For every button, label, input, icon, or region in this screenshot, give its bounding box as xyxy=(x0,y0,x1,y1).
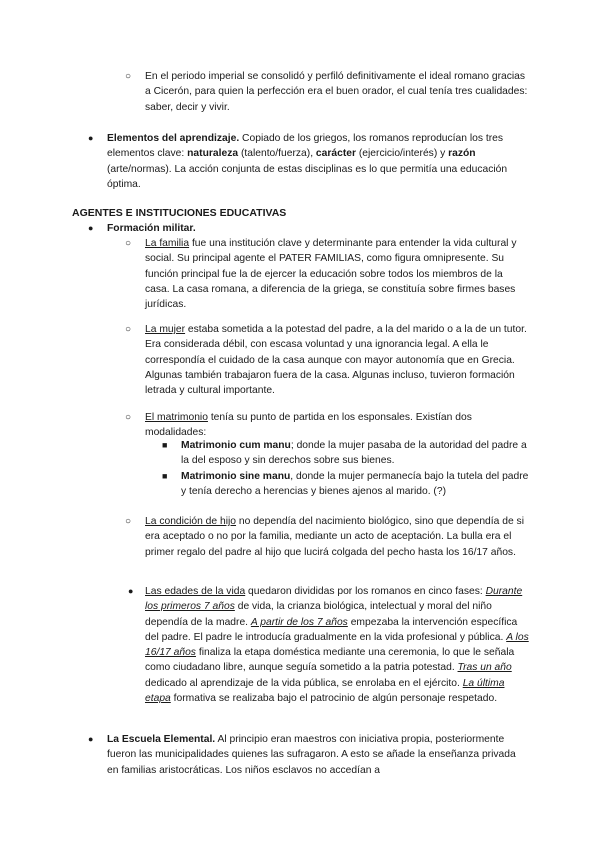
hijo-term: La condición de hijo xyxy=(145,516,237,527)
hollow-bullet-icon: ○ xyxy=(125,412,132,423)
edades-text-5: dedicado al aprendizaje de la vida pública, se enrolaba en el ejército. xyxy=(145,677,463,689)
section-heading: AGENTES E INSTITUCIONES EDUCATIVAS xyxy=(72,207,287,219)
edades-text-2: de vida, la crianza biológica, intelectual y moral del niño dependía de la madre. xyxy=(145,601,492,628)
hollow-bullet-icon: ○ xyxy=(125,71,132,82)
learning-elements-item xyxy=(88,131,528,192)
cum-manu-term: Matrimonio cum manu xyxy=(181,440,291,451)
cum-manu-text: ; donde la mujer pasaba de la autoridad del padre a la del esposo y sin derechos sobre sus bienes. xyxy=(181,440,527,467)
keyword-naturaleza: naturaleza xyxy=(187,148,239,160)
matrimonio-item xyxy=(125,410,530,441)
phase-2: A partir de los 7 años xyxy=(250,616,348,628)
imperial-period-text: En el periodo imperial se consolidó y perfiló definitivamente el ideal romano gracias a Cicerón, para quien la perfección era el buen orador, el cual tenía tres cualidades: saber, decir y vivir. xyxy=(145,71,528,113)
imperial-period-item xyxy=(125,69,530,115)
sine-manu-term: Matrimonio sine manu xyxy=(181,471,291,482)
familia-text: fue una institución clave y determinante para entender la vida cultural y social. Su principal agente el PATER FAMILIAS, como figura omnipresente. Su función principal fue la de ejercer la educación sobre todos los miembros de la casa. La casa romana, a diferencia de la griega, se constituía sobre firmes bases jurídicas. xyxy=(145,238,517,311)
learning-elements-text: Copiado de los griegos, los romanos reproducían los tres elementos clave: xyxy=(107,133,504,160)
phase-4: Tras un año xyxy=(457,662,512,674)
matrimonio-text: tenía su punto de partida en los esponsales. Existían dos modalidades: xyxy=(145,412,472,439)
learning-elements-lead: Elementos del aprendizaje. xyxy=(107,133,240,144)
edades-item xyxy=(125,584,530,706)
keyword-razon: razón xyxy=(448,148,476,160)
hijo-item xyxy=(125,514,530,560)
edades-term: Las edades de la vida xyxy=(145,586,246,597)
square-bullet-icon: ■ xyxy=(162,471,168,481)
phase-1: Durante los primeros 7 años xyxy=(145,586,523,613)
edades-text-4: finaliza la etapa doméstica mediante una ceremonia, lo que le señala como ciudadano libre, aunque seguía sometido a la patria potestad. xyxy=(145,647,515,674)
escuela-elemental-text: Al principio eran maestros con iniciativa propia, posteriormente fueron las municipalidades quienes las sufragaron. A esto se añade la enseñanza privada en familias aristocráticas. Los niños esclavos no accedían a xyxy=(107,734,516,776)
filled-bullet-icon: ● xyxy=(88,133,94,143)
hijo-text: no dependía del nacimiento biológico, sino que dependía de si era aceptado o no por la familia, mediante un acto de aceptación. La bulla era el primer regalo del padre al hijo que lucirá colgada del pecho hasta los 16/17 años. xyxy=(145,516,524,558)
familia-term: La familia xyxy=(145,238,190,249)
hollow-bullet-icon: ○ xyxy=(125,238,132,249)
matrimonio-term: El matrimonio xyxy=(145,412,208,423)
military-training-label: Formación militar. xyxy=(107,223,196,234)
phase-5: La última etapa xyxy=(145,677,505,705)
filled-bullet-icon: ● xyxy=(88,223,94,233)
learning-elements-text-2: (talento/fuerza), xyxy=(238,148,316,160)
keyword-caracter: carácter xyxy=(315,148,356,160)
filled-bullet-icon: ● xyxy=(128,586,134,596)
mujer-item xyxy=(125,322,530,398)
sine-manu-text: , donde la mujer permanecía bajo la tutela del padre y tenía derecho a herencias y bienes ajenos al marido. (?) xyxy=(181,471,529,498)
sine-manu-item xyxy=(162,469,530,500)
escuela-elemental-lead: La Escuela Elemental. xyxy=(107,734,216,745)
military-training-item xyxy=(88,221,528,236)
familia-item xyxy=(125,236,530,312)
edades-text-1: quedaron divididas por los romanos en cinco fases: xyxy=(245,586,486,597)
escuela-elemental-item xyxy=(88,732,528,778)
edades-text-6: formativa se realizaba bajo el patrocinio de algún personaje respetado. xyxy=(170,693,498,705)
mujer-term: La mujer xyxy=(145,324,186,335)
learning-elements-text-4: (arte/normas). La acción conjunta de estas disciplinas es lo que permitía una educación óptima. xyxy=(107,163,508,190)
hollow-bullet-icon: ○ xyxy=(125,324,132,335)
square-bullet-icon: ■ xyxy=(162,440,168,450)
hollow-bullet-icon: ○ xyxy=(125,516,132,527)
filled-bullet-icon: ● xyxy=(88,734,94,744)
learning-elements-text-3: (ejercicio/interés) y xyxy=(356,148,449,160)
mujer-text: estaba sometida a la potestad del padre, a la del marido o a la de un tutor. Era considerada débil, con escasa voluntad y una ignorancia legal. A ella le correspondía el cuidado de la casa aunque con mayor autonomía que en Grecia. Algunas también trabajaron fuera de la casa. Algunas incluso, tuvieron formación letrada y cultural importante. xyxy=(145,324,527,397)
edades-text-3: empezaba la intervención específica del padre. El padre le introducía gradualmente en la vida profesional y pública. xyxy=(145,616,518,643)
cum-manu-item xyxy=(162,438,530,469)
phase-3: A los 16/17 años xyxy=(145,631,529,659)
